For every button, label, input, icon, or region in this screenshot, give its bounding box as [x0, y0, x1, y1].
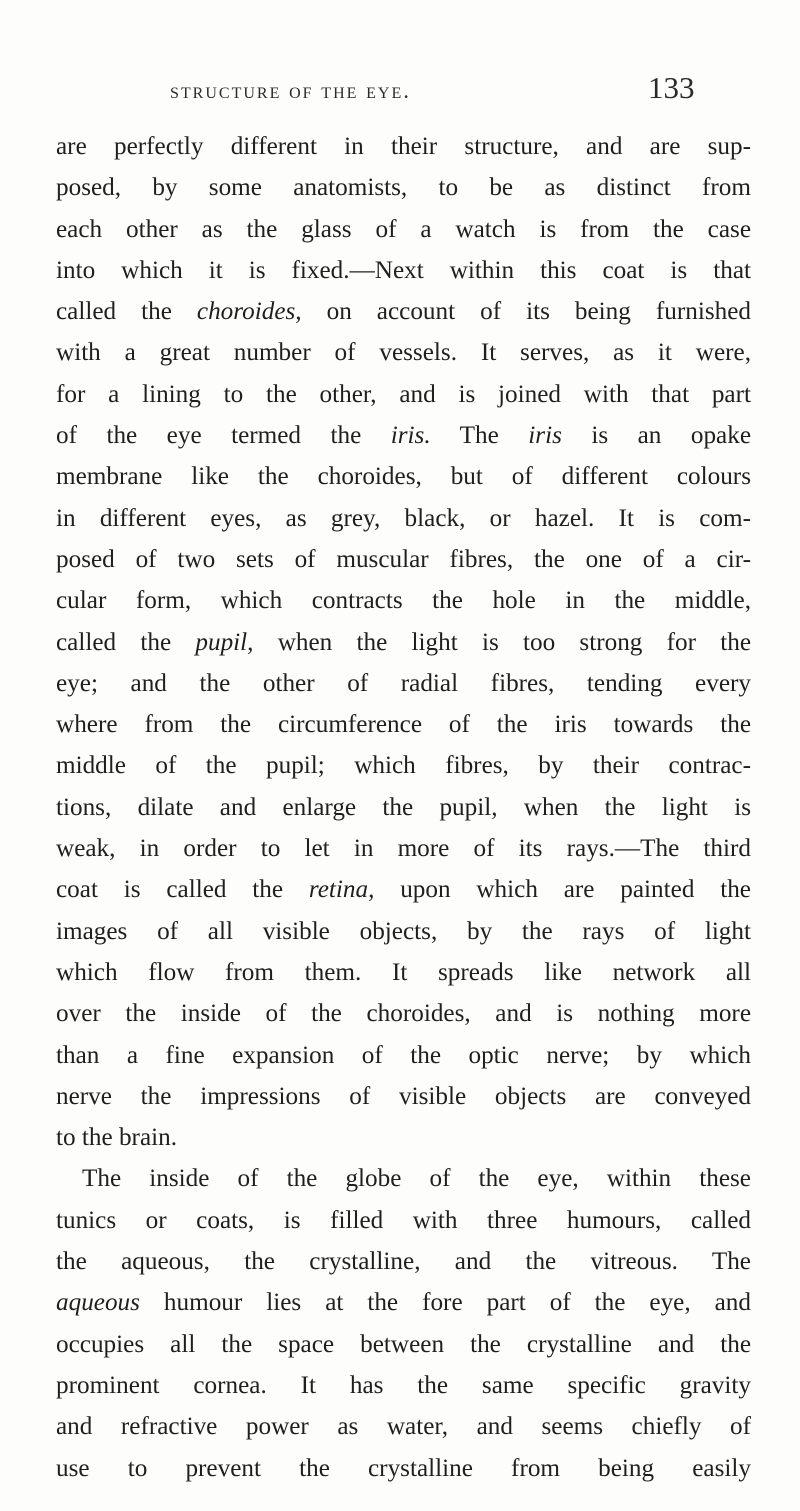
- text-line: nerve the impressions of visible objects are conveyed: [56, 1082, 751, 1110]
- text-line: called the choroides, on account of its being furnished: [56, 298, 751, 326]
- text-line: aqueous humour lies at the fore part of the eye, and: [56, 1289, 751, 1317]
- text-line: tunics or coats, is filled with three humours, called: [56, 1206, 751, 1234]
- text-line: over the inside of the choroides, and is nothing more: [56, 1000, 751, 1028]
- text-line: posed of two sets of muscular fibres, the one of a cir-: [56, 545, 751, 573]
- text-line: coat is called the retina, upon which are painted the: [56, 876, 751, 904]
- text-line: middle of the pupil; which fibres, by their contrac-: [56, 752, 751, 780]
- italic-term: iris: [528, 422, 562, 450]
- text-line: occupies all the space between the crystalline and the: [56, 1330, 751, 1358]
- italic-term: retina,: [308, 876, 375, 904]
- text-line: than a fine expansion of the optic nerve; by which: [56, 1041, 751, 1069]
- text-line: of the eye termed the iris. The iris is an opake: [56, 422, 751, 450]
- page-number: 133: [648, 70, 695, 105]
- text-line: images of all visible objects, by the rays of light: [56, 917, 751, 945]
- text-line: which flow from them. It spreads like network all: [56, 958, 751, 986]
- text-line: are perfectly different in their structure, and are sup-: [56, 133, 751, 160]
- text-line: use to prevent the crystalline from being easily: [56, 1454, 751, 1482]
- text-line: cular form, which contracts the hole in the middle,: [56, 587, 751, 615]
- text-line: The inside of the globe of the eye, within these: [82, 1165, 751, 1193]
- italic-term: pupil,: [195, 628, 254, 656]
- text-line: into which it is fixed.—Next within this coat is that: [56, 256, 751, 284]
- text-line: and refractive power as water, and seems chiefly of: [56, 1413, 751, 1441]
- italic-term: aqueous: [56, 1289, 140, 1317]
- text-line: posed, by some anatomists, to be as distinct from: [56, 174, 751, 202]
- text-line: for a lining to the other, and is joined with that part: [56, 380, 751, 408]
- text-line: in different eyes, as grey, black, or hazel. It is com-: [56, 504, 751, 532]
- text-line: each other as the glass of a watch is from the case: [56, 215, 751, 243]
- text-line: called the pupil, when the light is too strong for the: [56, 628, 751, 656]
- text-line: weak, in order to let in more of its rays.—The third: [56, 835, 751, 863]
- italic-term: choroides,: [196, 298, 302, 326]
- text-line: eye; and the other of radial fibres, tending every: [56, 669, 751, 697]
- text-line: membrane like the choroides, but of different colours: [56, 463, 751, 491]
- text-line: the aqueous, the crystalline, and the vitreous. The: [56, 1248, 751, 1276]
- text-line: with a great number of vessels. It serves, as it were,: [56, 339, 751, 367]
- italic-term: iris.: [390, 422, 431, 450]
- text-line: tions, dilate and enlarge the pupil, when the light is: [56, 793, 751, 821]
- text-line: to the brain.: [56, 1124, 178, 1152]
- text-line: where from the circumference of the iris towards the: [56, 711, 751, 739]
- running-head: structure of the eye.: [170, 78, 411, 103]
- body-text: [56, 126, 751, 1489]
- text-line: prominent cornea. It has the same specific gravity: [56, 1371, 751, 1399]
